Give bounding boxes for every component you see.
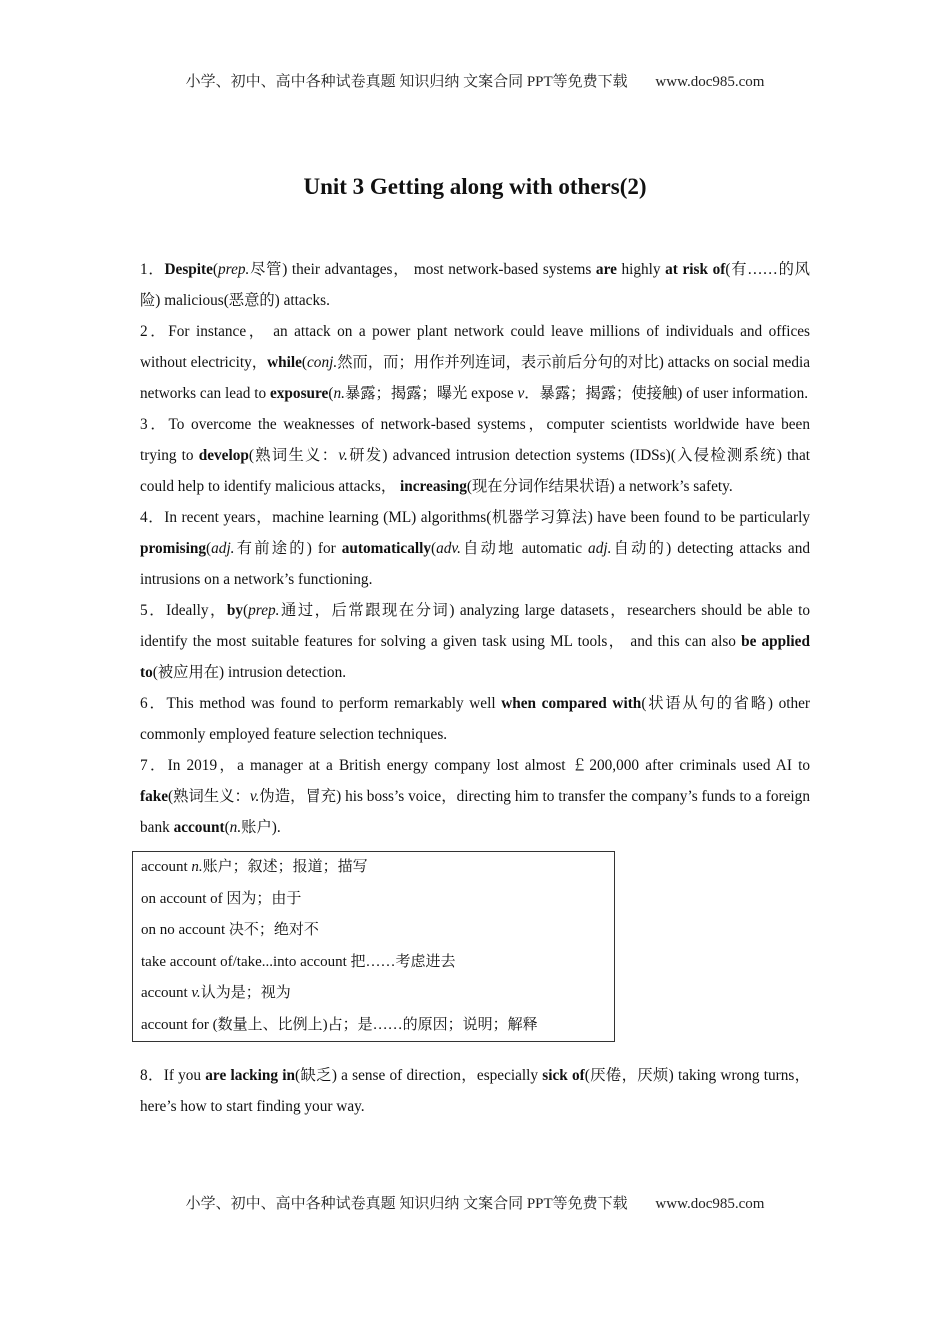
header-site[interactable]: www.doc985.com	[655, 74, 765, 90]
box-row-6: account for (数量上、比例上)占；是……的原因；说明；解释	[141, 1016, 538, 1033]
vocabulary-box	[132, 851, 615, 1042]
paragraph-2: 2．For instance， an attack on a power plant network could leave millions of individuals and offices without electricity，while(conj.然而，而；用作并列连词，表示前后分句的对比) attacks on social media networks can lead to exposure(n.暴露；揭露；曝光 expose v．暴露；揭露；使接触) of user information.	[140, 323, 811, 402]
paragraph-3: 3．To overcome the weaknesses of network-based systems，computer scientists worldwide have been trying to develop(熟词生义：v.研发) advanced intrusion detection systems (IDSs)(入侵检测系统) that could help to identify malicious attacks， increasing(现在分词作结果状语) a network’s safety.	[140, 416, 810, 495]
page-title: Unit 3 Getting along with others(2)	[303, 174, 647, 199]
page-footer	[0, 1192, 950, 1213]
footer-site[interactable]: www.doc985.com	[655, 1196, 765, 1212]
box-row-3: on no account 决不；绝对不	[141, 922, 319, 938]
box-row-5: account v.认为是；视为	[141, 985, 291, 1001]
paragraph-7: 7．In 2019，a manager at a British energy company lost almost ￡200,000 after criminals used AI to fake(熟词生义：v.伪造，冒充) his boss’s voice，directing him to transfer the company’s funds to a foreign bank account(n.账户).	[140, 757, 810, 836]
paragraph-6: 6．This method was found to perform remarkably well when compared with(状语从句的省略) other commonly employed feature selection techniques.	[140, 695, 810, 743]
paragraph-5: 5．Ideally，by(prep.通过，后常跟现在分词) analyzing large datasets，researchers should be able to identify the most suitable features for solving a given task using ML tools， and this can also be applied to(被应用在) intrusion detection.	[140, 602, 810, 681]
header-text: 小学、初中、高中各种试卷真题 知识归纳 文案合同 PPT等免费下载	[185, 74, 628, 90]
box-row-2: on account of 因为；由于	[141, 890, 302, 907]
paragraph-1: 1．Despite(prep.尽管) their advantages， most network-based systems are highly at risk of(有……的风险) malicious(恶意的) attacks.	[140, 261, 810, 309]
page-header	[0, 70, 950, 91]
footer-text: 小学、初中、高中各种试卷真题 知识归纳 文案合同 PPT等免费下载	[185, 1196, 628, 1212]
box-row-1: account n.账户；叙述；报道；描写	[141, 859, 368, 875]
box-row-4: take account of/take...into account 把……考虑进去	[141, 953, 456, 970]
paragraph-8: 8．If you are lacking in(缺乏) a sense of direction，especially sick of(厌倦，厌烦) taking wrong turns，here’s how to start finding your way.	[140, 1067, 810, 1115]
document-body	[140, 254, 810, 1122]
paragraph-4: 4．In recent years，machine learning (ML) algorithms(机器学习算法) have been found to be particularly promising(adj.有前途的) for automatically(adv.自动地 automatic adj.自动的) detecting attacks and intrusions on a network’s functioning.	[140, 509, 810, 588]
